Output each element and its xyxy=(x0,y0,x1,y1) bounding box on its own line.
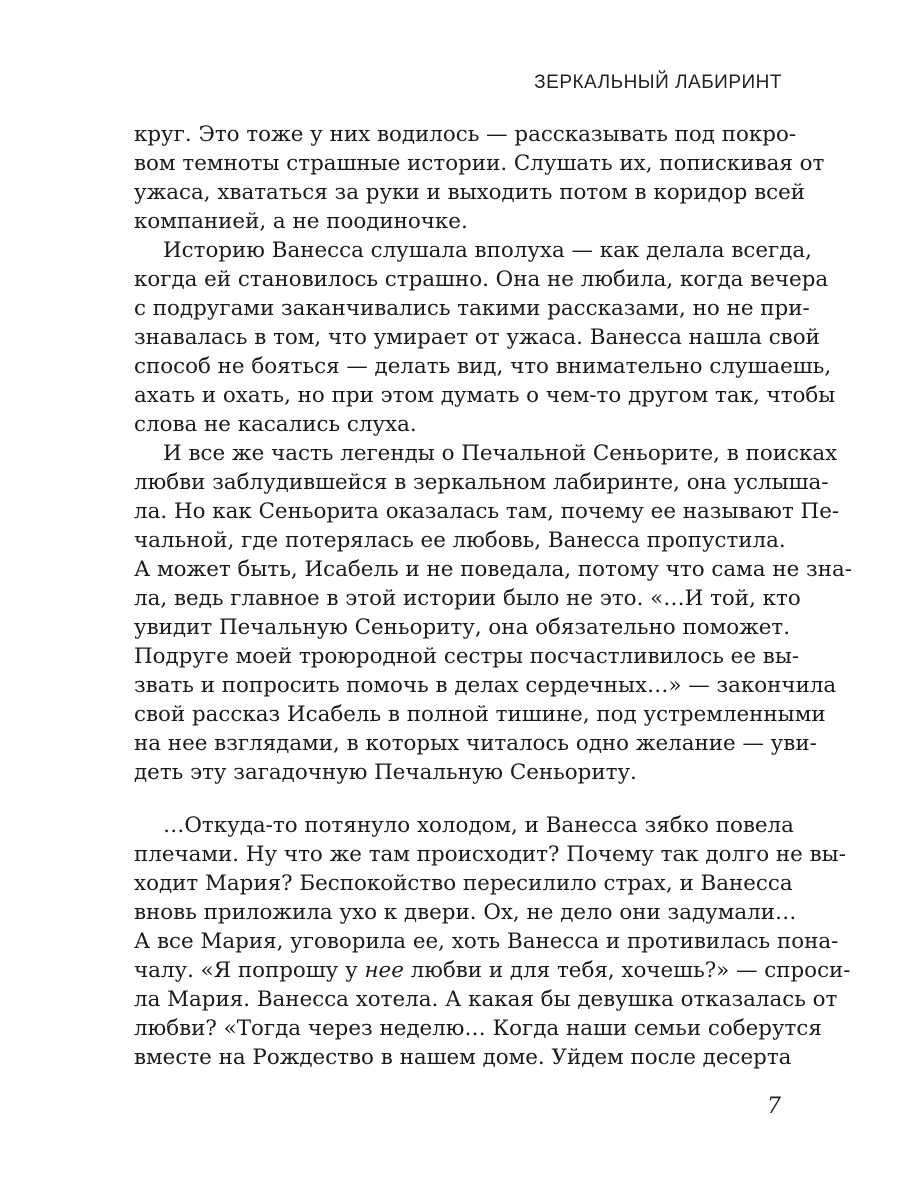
text-run: чалу. «Я попрошу у xyxy=(134,958,365,983)
text-line: с подругами заканчивались такими рассказами, но не при- xyxy=(134,296,810,321)
text-line: А может быть, Исабель и не поведала, потому что сама не зна- xyxy=(134,557,852,582)
text-line: способ не бояться — делать вид, что внимательно слушаешь, xyxy=(134,354,832,379)
text-line: чальной, где потерялась ее любовь, Ванесса пропустила. xyxy=(134,528,786,553)
body-text xyxy=(134,120,852,1072)
text-line: любви заблудившейся в зеркальном лабиринте, она услыша- xyxy=(134,470,829,495)
text-line: вом темноты страшные истории. Слушать их, попискивая от xyxy=(134,151,825,176)
page-number: 7 xyxy=(767,1094,781,1119)
running-head-title: ЗЕРКАЛЬНЫЙ ЛАБИРИНТ xyxy=(534,72,782,93)
text-line: …Откуда-то потянуло холодом, и Ванесса зябко повела xyxy=(163,813,794,838)
text-line: плечами. Ну что же там происходит? Почему так долго не вы- xyxy=(134,842,846,867)
text-line: круг. Это тоже у них водилось — рассказывать под покро- xyxy=(134,122,797,147)
text-line: вновь приложила ухо к двери. Ох, не дело они задумали… xyxy=(134,900,797,925)
text-line: любви? «Тогда через неделю… Когда наши семьи соберутся xyxy=(134,1016,822,1041)
text-line: ла Мария. Ванесса хотела. А какая бы девушка отказалась от xyxy=(134,987,838,1012)
section-break xyxy=(134,787,781,811)
paragraph xyxy=(134,811,851,1072)
text-line: знавалась в том, что умирает от ужаса. Ванесса нашла свой xyxy=(134,325,820,350)
text-line: когда ей становилось страшно. Она не любила, когда вечера xyxy=(134,267,829,292)
text-line: А все Мария, уговорила ее, хоть Ванесса и противилась пона- xyxy=(134,929,839,954)
text-line: вместе на Рождество в нашем доме. Уйдем после десерта xyxy=(134,1045,792,1070)
text-line: компанией, а не поодиночке. xyxy=(134,209,468,234)
text-line: увидит Печальную Сеньориту, она обязательно поможет. xyxy=(134,615,791,640)
text-line: деть эту загадочную Печальную Сеньориту. xyxy=(134,760,637,785)
text-line-with-italic xyxy=(134,956,851,985)
text-line: Историю Ванесса слушала вполуха — как делала всегда, xyxy=(163,238,812,263)
paragraph xyxy=(134,439,852,787)
text-line: свой рассказ Исабель в полной тишине, под устремленными xyxy=(134,702,826,727)
text-line: ла, ведь главное в этой истории было не это. «…И той, кто xyxy=(134,586,801,611)
text-line: слова не касались слуха. xyxy=(134,412,417,437)
italic-word: нее xyxy=(364,958,404,983)
paragraph xyxy=(134,120,825,236)
text-line: ла. Но как Сеньорита оказалась там, почему ее называют Пе- xyxy=(134,499,840,524)
paragraph xyxy=(134,236,836,439)
text-line: на нее взглядами, в которых читалось одно желание — уви- xyxy=(134,731,817,756)
text-run: любви и для тебя, хочешь?» — спроси- xyxy=(403,958,851,983)
text-line: звать и попросить помочь в делах сердечных…» — закончила xyxy=(134,673,837,698)
text-line: Подруге моей троюродной сестры посчастливилось ее вы- xyxy=(134,644,800,669)
text-line: И все же часть легенды о Печальной Сеньорите, в поисках xyxy=(163,441,838,466)
text-line: ходит Мария? Беспокойство пересилило страх, и Ванесса xyxy=(134,871,793,896)
text-line: ужаса, хвататься за руки и выходить потом в коридор всей xyxy=(134,180,806,205)
text-line: ахать и охать, но при этом думать о чем-то другом так, чтобы xyxy=(134,383,836,408)
